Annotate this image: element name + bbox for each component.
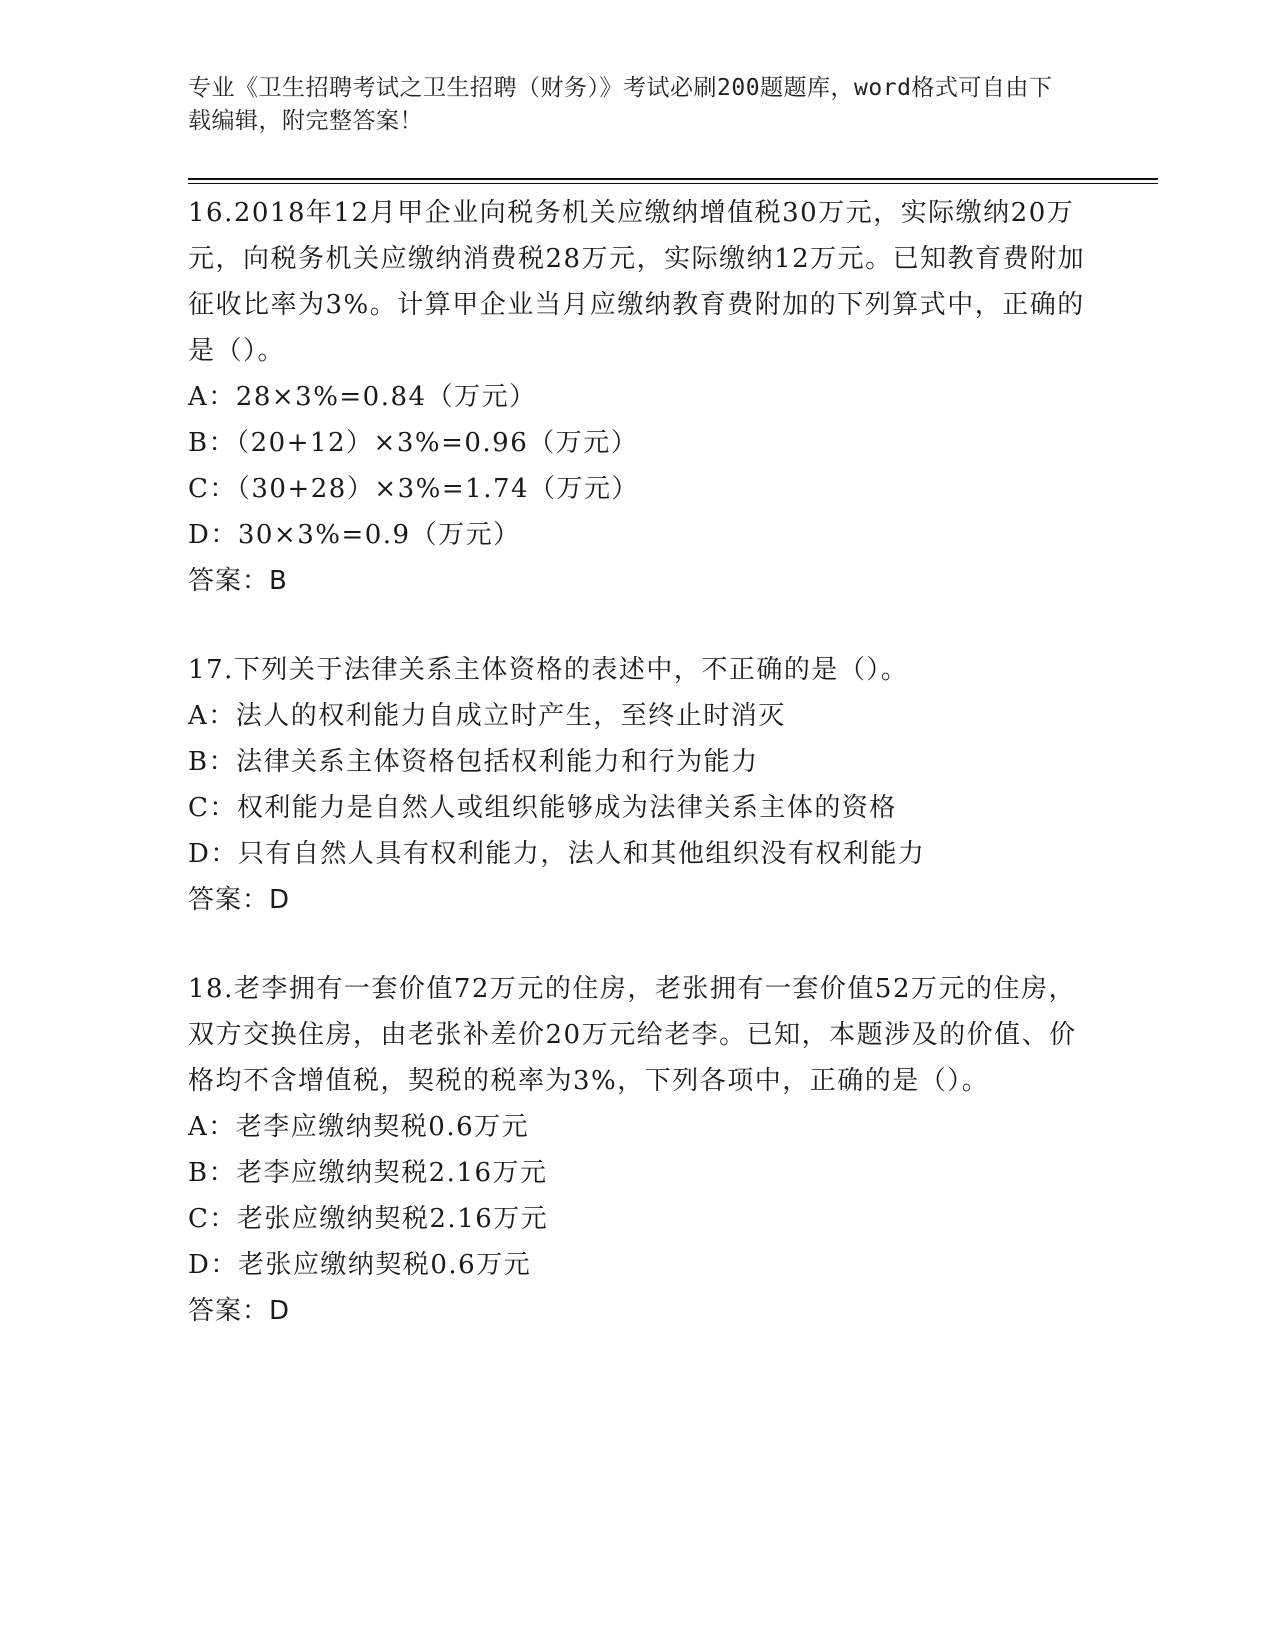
answer-label: 答案：B <box>188 566 288 596</box>
option-d: D：30×3%=0.9（万元） <box>188 520 521 550</box>
option-c: C：老张应缴纳契税2.16万元 <box>188 1204 549 1234</box>
option-a: A：28×3%=0.84（万元） <box>188 382 537 412</box>
header-divider-thin-line <box>188 183 1158 184</box>
question-18 <box>188 966 1088 1334</box>
option-a: A：老李应缴纳契税0.6万元 <box>188 1112 530 1142</box>
option-a: A：法人的权利能力自成立时产生，至终止时消灭 <box>188 701 786 731</box>
header-divider <box>188 178 1158 184</box>
header-divider-thick-line <box>188 178 1158 180</box>
answer-label: 答案：D <box>188 1296 291 1326</box>
option-b: B：（20+12）×3%=0.96（万元） <box>188 428 639 458</box>
document-header: 专业《卫生招聘考试之卫生招聘（财务）》考试必刷200题题库，word格式可自由下载编辑，附完整答案！ <box>188 75 1053 134</box>
option-d: D：老张应缴纳契税0.6万元 <box>188 1250 532 1280</box>
option-d: D：只有自然人具有权利能力，法人和其他组织没有权利能力 <box>188 839 926 869</box>
question-stem: 18.老李拥有一套价值72万元的住房，老张拥有一套价值52万元的住房，双方交换住房，由老张补差价20万元给老李。已知，本题涉及的价值、价格均不含增值税，契税的税率为3%，下列各项中，正确的是（）。 <box>188 974 1077 1096</box>
answer-label: 答案：D <box>188 885 291 915</box>
option-b: B：法律关系主体资格包括权利能力和行为能力 <box>188 747 759 777</box>
question-stem: 16.2018年12月甲企业向税务机关应缴纳增值税30万元，实际缴纳20万元，向税务机关应缴纳消费税28万元，实际缴纳12万元。已知教育费附加征收比率为3%。计算甲企业当月应缴纳教育费附加的下列算式中，正确的是（）。 <box>188 198 1086 366</box>
question-16 <box>188 190 1088 604</box>
option-b: B：老李应缴纳契税2.16万元 <box>188 1158 548 1188</box>
option-c: C：（30+28）×3%=1.74（万元） <box>188 474 640 504</box>
question-stem: 17.下列关于法律关系主体资格的表述中，不正确的是（）。 <box>188 655 909 685</box>
question-17 <box>188 647 1088 923</box>
option-c: C：权利能力是自然人或组织能够成为法律关系主体的资格 <box>188 793 897 823</box>
